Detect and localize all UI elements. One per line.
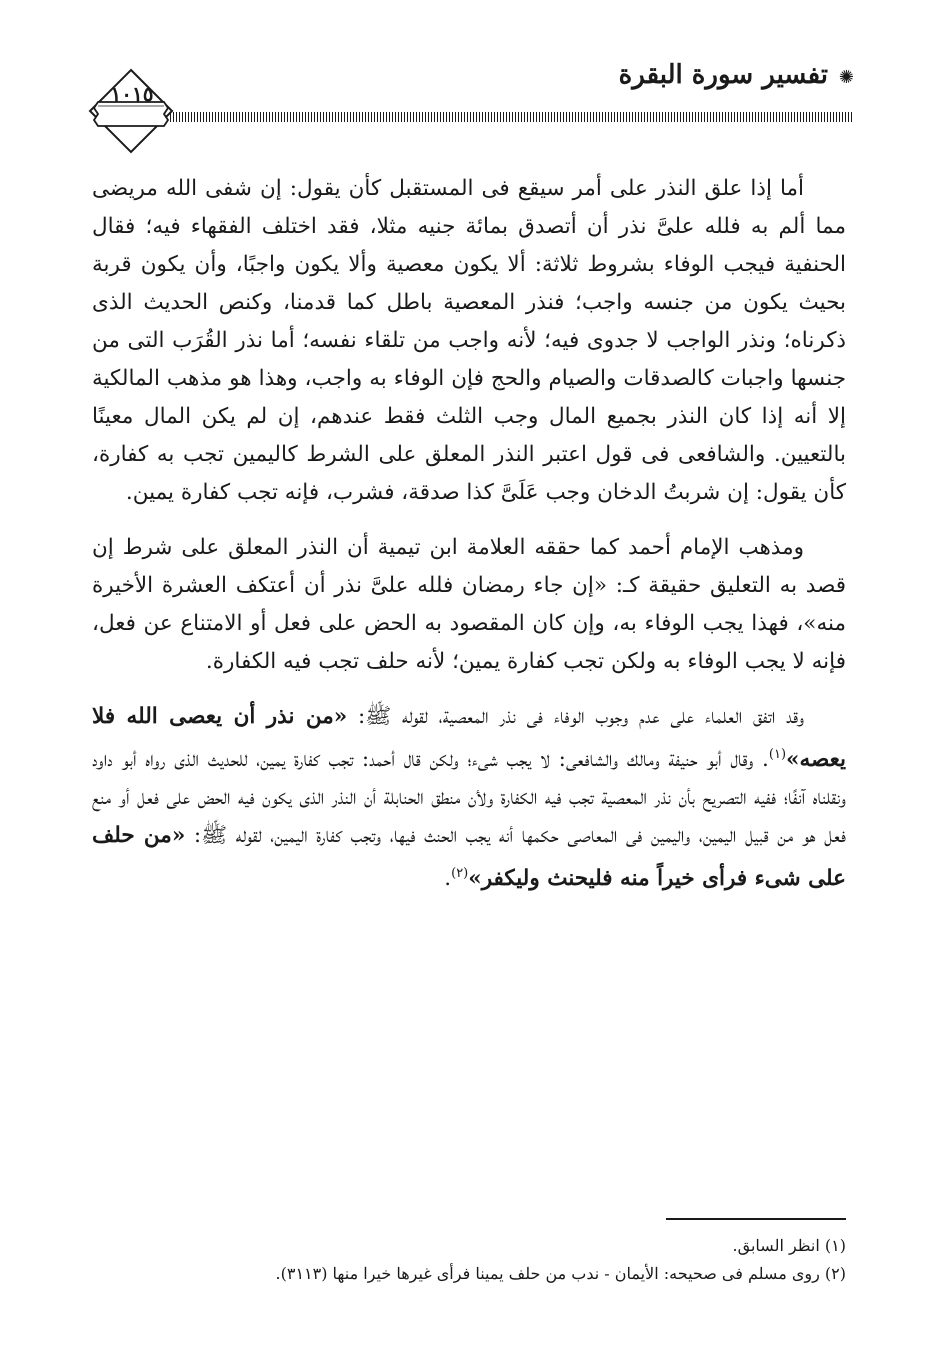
paragraph-2: ومذهب الإمام أحمد كما حققه العلامة ابن تيمية أن النذر المعلق على شرط إن قصد به التعليق حقيقة كـ: «إن جاء رمضان فلله علىَّ نذر أن أعتكف العشرة الأخيرة منه»، فهذا يجب الوفاء به، وإن كان المقصود به الحض على فعل أو الامتناع عن فعل، فإنه لا يجب الوفاء به ولكن تجب كفارة يمين؛ لأنه حلف تجب فيه الكفارة.	[92, 535, 846, 674]
header-ornament-icon: ✺	[838, 67, 854, 88]
page-number-badge-icon	[88, 68, 174, 154]
header-rule	[170, 112, 852, 122]
page-header	[88, 58, 858, 158]
paragraph-3-text-c: .	[444, 866, 452, 892]
footnotes	[166, 1232, 846, 1288]
paragraph-3-text-b: . وقال أبو حنيفة ومالك والشافعى: لا يجب شىء؛ ولكن قال أحمد: تجب كفارة يمين، للحديث الذى رواه أبو داود ونقلناه آنفًا؛ ففيه التصريح بأن نذر المعصية تجب فيه الكفارة ولأن منطق الحنابلة أن النذر الذى يكون فيه الحض على فعل أو منع فعل هو من قبيل اليمين، واليمين فى المعاصى حكمها أنه يجب الحنث فيها، وتجب كفارة اليمين، لقوله ﷺ:	[92, 747, 846, 849]
footnote-ref-2: (٢)	[451, 866, 469, 882]
hadith-quote-1: «من نذر أن يعصى الله فلا يعصه»	[92, 704, 846, 773]
page-number: ١٠١٥	[110, 82, 154, 106]
footnote-ref-1: (١)	[768, 747, 787, 762]
main-text	[92, 170, 846, 915]
hadith-quote-2: «من حلف على شىء فرأى خيراً منه فليحنث وليكفر»	[92, 823, 846, 892]
footnote-separator	[666, 1218, 846, 1220]
footnote-1: (١) انظر السابق.	[732, 1236, 846, 1255]
paragraph-1: أما إذا علق النذر على أمر سيقع فى المستقبل كأن يقول: إن شفى الله مريضى مما ألم به فلله علىَّ نذر أن أتصدق بمائة جنيه مثلا، فقد اختلف الفقهاء فيه؛ فقال الحنفية فيجب الوفاء بشروط ثلاثة: ألا يكون معصية وألا يكون واجبًا، وأن يكون قربة بحيث يكون من جنسه واجب؛ فنذر المعصية باطل كما قدمنا، وكنص الحديث الذى ذكرناه؛ ونذر الواجب لا جدوى فيه؛ لأنه واجب من تلقاء نفسه؛ أما نذر القُرَب التى من جنسها واجبات كالصدقات والصيام والحج فإن الوفاء به واجب، وهذا هو مذهب المالكية إلا أنه إذا كان النذر بجميع المال وجب الثلث فقط عندهم، إن لم يكن المال معينًا بالتعيين. والشافعى فى قول اعتبر النذر المعلق على الشرط كاليمين تجب به كفارة، كأن يقول: إن شربتُ الدخان وجب عَلَىَّ كذا صدقة، فشرب، فإنه تجب كفارة يمين.	[92, 176, 846, 505]
running-title: تفسير سورة البقرة	[618, 60, 828, 90]
paragraph-3-text-a: وقد اتفق العلماء على عدم وجوب الوفاء فى نذر المعصية، لقوله ﷺ:	[347, 704, 805, 729]
footnote-2: (٢) روى مسلم فى صحيحه: الأيمان - ندب من حلف يمينا فرأى غيرها خيرا منها (٣١١٣).	[275, 1264, 846, 1283]
paragraph-3	[92, 698, 846, 898]
